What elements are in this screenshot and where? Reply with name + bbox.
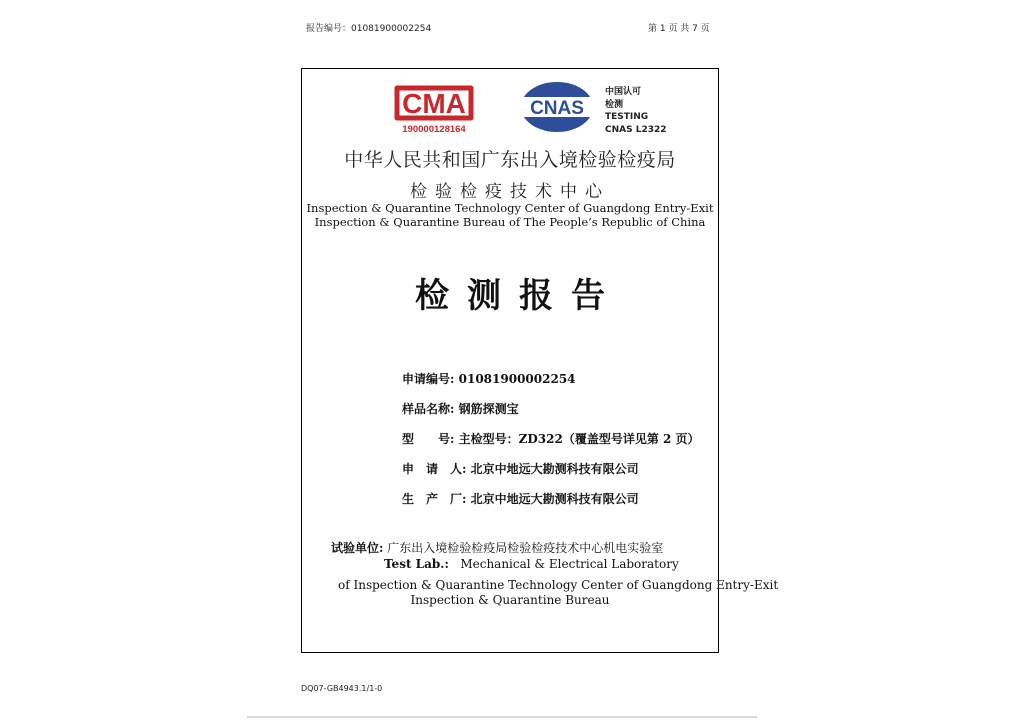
org-name-en-line1: Inspection & Quarantine Technology Center of Guangdong Entry-Exit — [306, 201, 714, 215]
cnas-logo — [517, 78, 597, 136]
cma-logo — [391, 80, 477, 136]
cma-number: 190000128164 — [402, 124, 466, 135]
field-manufacturer — [402, 490, 639, 507]
cnas-line: CNAS L2322 — [605, 124, 667, 135]
report-number-header: 报告编号：01081900002254 — [306, 24, 432, 34]
test-lab-en-line1: Mechanical & Electrical Laboratory — [460, 557, 679, 571]
cnas-letters: CNAS — [530, 98, 584, 119]
field-value: 主检型号：ZD322（覆盖型号详见第 2 页） — [458, 432, 700, 446]
cnas-line: 中国认可 — [605, 87, 642, 97]
field-sample-name — [402, 400, 519, 417]
field-value: 01081900002254 — [458, 372, 576, 386]
test-lab-cn — [331, 539, 663, 556]
test-lab-en — [384, 557, 679, 571]
test-lab-cn-label: 试验单位: — [331, 541, 384, 555]
field-application-no — [402, 370, 576, 387]
test-lab-en-line3: Inspection & Quarantine Bureau — [410, 593, 610, 607]
field-label: 型 号: — [402, 432, 455, 446]
field-model — [402, 430, 700, 447]
test-lab-en-label: Test Lab.: — [384, 557, 449, 571]
cnas-line: TESTING — [605, 112, 649, 122]
page-divider — [247, 716, 757, 718]
field-label: 生 产 厂: — [402, 492, 467, 506]
field-label: 申 请 人: — [402, 462, 467, 476]
field-value: 北京中地远大勘测科技有限公司 — [470, 462, 639, 476]
field-applicant — [402, 460, 639, 477]
org-name-en-line2: Inspection & Quarantine Bureau of The People’s Republic of China — [314, 215, 706, 229]
cnas-line: 检测 — [605, 99, 624, 110]
org-name-cn: 中华人民共和国广东出入境检验检疫局 — [344, 149, 676, 171]
report-title: 检测报告 — [415, 276, 623, 316]
field-value: 钢筋探测宝 — [458, 402, 519, 416]
cnas-accreditation-text — [605, 86, 667, 136]
page-info: 第 1 页 共 7 页 — [648, 24, 710, 34]
field-value: 北京中地远大勘测科技有限公司 — [470, 492, 639, 506]
dept-name-cn: 检验检疫技术中心 — [410, 182, 610, 202]
test-lab-en-line2: of Inspection & Quarantine Technology Center of Guangdong Entry-Exit — [338, 578, 779, 592]
cma-letters: CMA — [402, 88, 466, 119]
test-lab-cn-value: 广东出入境检验检疫局检验检疫技术中心机电实验室 — [387, 541, 664, 555]
field-label: 样品名称: — [402, 402, 455, 416]
field-label: 申请编号: — [402, 372, 455, 386]
document-code: DQ07-GB4943.1/1-0 — [301, 684, 383, 693]
